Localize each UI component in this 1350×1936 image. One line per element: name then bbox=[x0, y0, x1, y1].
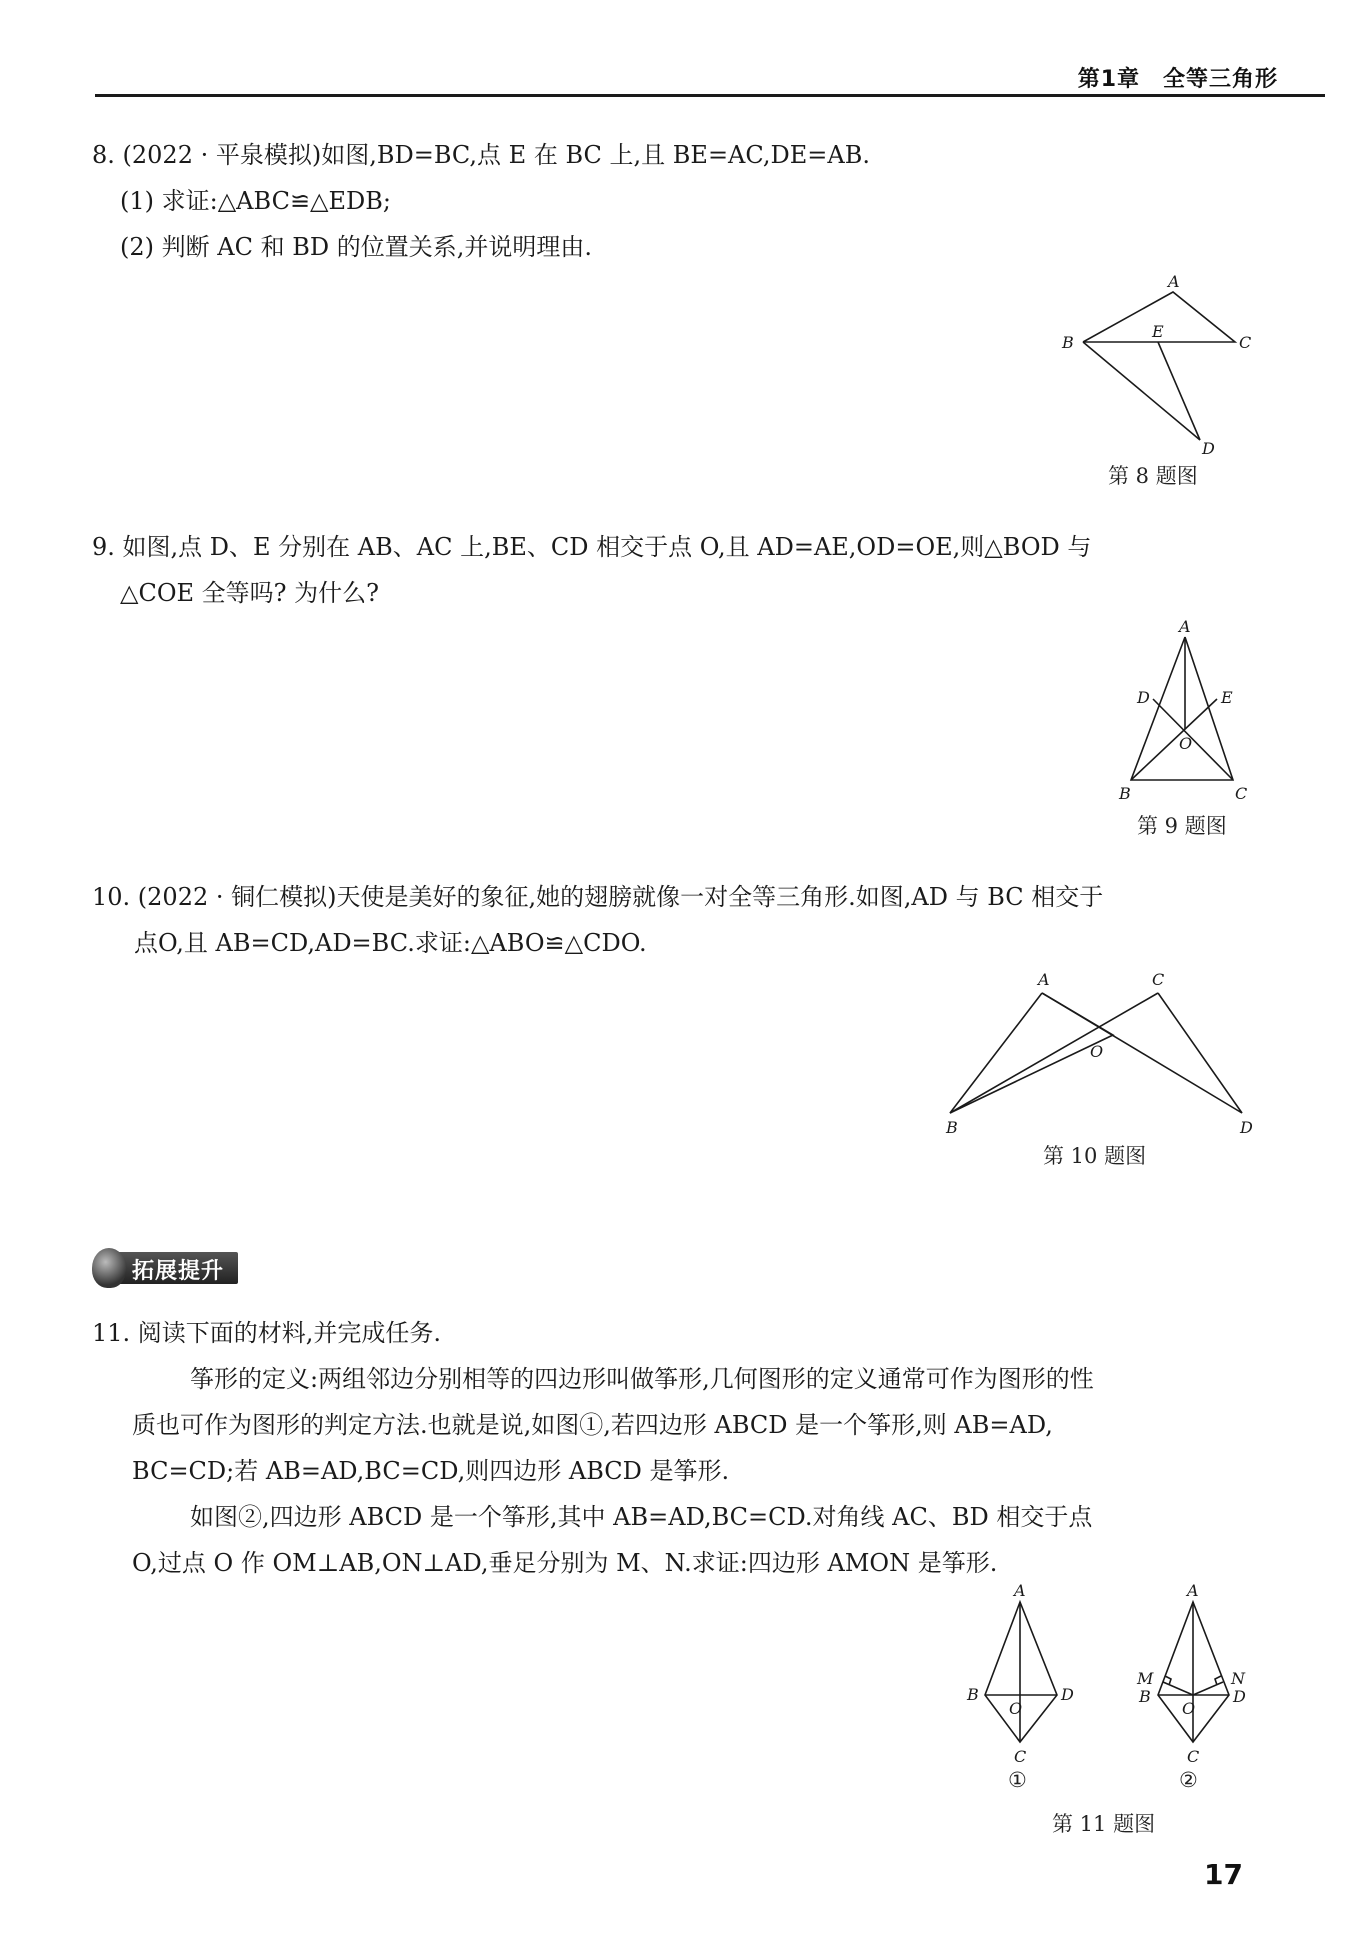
question-9-stem: 9. 如图,点 D、E 分别在 AB、AC 上,BE、CD 相交于点 O,且 AD=AE,OD=OE,则△BOD 与 bbox=[92, 533, 1092, 561]
q11-fig1-label-c: C bbox=[1014, 1747, 1027, 1766]
question-11-para-2-line-2: O,过点 O 作 OM⊥AB,ON⊥AD,垂足分别为 M、N.求证:四边形 AMON 是筝形. bbox=[132, 1549, 998, 1577]
q11-fig2-segment-om bbox=[1163, 1682, 1193, 1695]
q8-segment-bd bbox=[1083, 342, 1200, 440]
q8-segment-ed bbox=[1158, 342, 1200, 440]
q9-segment-cd bbox=[1153, 699, 1233, 780]
q11-fig2-label-m: M bbox=[1137, 1669, 1154, 1688]
question-10-figure bbox=[930, 965, 1260, 1140]
q11-fig2-label-o: O bbox=[1182, 1699, 1196, 1718]
section-badge-extension bbox=[92, 1248, 242, 1288]
question-11-para-2-line-1: 如图②,四边形 ABCD 是一个筝形,其中 AB=AD,BC=CD.对角线 AC、BD 相交于点 bbox=[190, 1503, 1093, 1531]
q11-fig1-label-o: O bbox=[1009, 1699, 1023, 1718]
question-11-stem: 11. 阅读下面的材料,并完成任务. bbox=[92, 1319, 442, 1347]
q8-label-c: C bbox=[1239, 333, 1252, 352]
question-8-caption: 第 8 题图 bbox=[1108, 464, 1198, 488]
q9-label-d: D bbox=[1137, 688, 1150, 707]
q9-segment-be bbox=[1131, 699, 1217, 780]
question-11-figure-2 bbox=[1125, 1580, 1265, 1780]
q9-label-e: E bbox=[1221, 688, 1233, 707]
q8-label-e: E bbox=[1152, 322, 1164, 341]
q11-fig2-label-c: C bbox=[1187, 1747, 1200, 1766]
question-11-para-1-line-3: BC=CD;若 AB=AD,BC=CD,则四边形 ABCD 是筝形. bbox=[132, 1457, 730, 1485]
q8-label-b: B bbox=[1062, 333, 1074, 352]
q10-triangle-abo bbox=[950, 993, 1113, 1113]
q11-fig2-label-n: N bbox=[1231, 1669, 1245, 1688]
question-9-figure bbox=[1105, 615, 1255, 810]
header-rule bbox=[95, 94, 1325, 97]
q10-label-b: B bbox=[946, 1118, 958, 1137]
q9-label-c: C bbox=[1235, 784, 1248, 803]
q11-fig1-label-a: A bbox=[1014, 1581, 1026, 1600]
question-8-stem: 8. (2022 · 平泉模拟)如图,BD=BC,点 E 在 BC 上,且 BE=AC,DE=AB. bbox=[92, 141, 870, 169]
question-8-part-2: (2) 判断 AC 和 BD 的位置关系,并说明理由. bbox=[120, 233, 592, 261]
question-11-para-1-line-2: 质也可作为图形的判定方法.也就是说,如图①,若四边形 ABCD 是一个筝形,则 AB=AD, bbox=[132, 1411, 1053, 1439]
question-11-figure-1-mark: ① bbox=[1008, 1768, 1027, 1792]
q10-triangle-cdo bbox=[1042, 993, 1242, 1113]
q9-label-a: A bbox=[1179, 617, 1191, 636]
question-10-caption: 第 10 题图 bbox=[1043, 1144, 1147, 1168]
question-11-para-1-line-1: 筝形的定义:两组邻边分别相等的四边形叫做筝形,几何图形的定义通常可作为图形的性 bbox=[190, 1365, 1094, 1393]
q10-label-o: O bbox=[1090, 1042, 1104, 1061]
q11-fig1-label-d: D bbox=[1061, 1685, 1074, 1704]
question-10-stem-line-2: 点O,且 AB=CD,AD=BC.求证:△ABO≌△CDO. bbox=[134, 929, 647, 957]
q8-label-a: A bbox=[1168, 272, 1180, 291]
question-9-caption: 第 9 题图 bbox=[1137, 814, 1227, 838]
lightbulb-icon bbox=[92, 1248, 126, 1288]
q10-label-a: A bbox=[1038, 970, 1050, 989]
q11-fig1-label-b: B bbox=[967, 1685, 979, 1704]
q11-fig2-label-d: D bbox=[1233, 1687, 1246, 1706]
page-number: 17 bbox=[1204, 1858, 1243, 1891]
q11-fig2-segment-on bbox=[1193, 1682, 1223, 1695]
question-11-caption: 第 11 题图 bbox=[1052, 1812, 1156, 1836]
question-11-figure-2-mark: ② bbox=[1179, 1768, 1198, 1792]
question-8-part-1: (1) 求证:△ABC≌△EDB; bbox=[120, 187, 391, 215]
chapter-header-title: 第1章 全等三角形 bbox=[1077, 67, 1278, 92]
q10-label-c: C bbox=[1152, 970, 1165, 989]
q8-label-d: D bbox=[1202, 439, 1215, 458]
q10-segment-bc bbox=[950, 993, 1158, 1113]
question-11-figure-1 bbox=[955, 1580, 1085, 1780]
q9-label-b: B bbox=[1119, 784, 1131, 803]
question-9-stem-line-2: △COE 全等吗? 为什么? bbox=[120, 579, 380, 607]
q10-label-d: D bbox=[1240, 1118, 1253, 1137]
q11-fig1-kite bbox=[985, 1602, 1057, 1742]
q9-triangle-abc bbox=[1131, 637, 1233, 780]
question-10-stem: 10. (2022 · 铜仁模拟)天使是美好的象征,她的翅膀就像一对全等三角形.如图,AD 与 BC 相交于 bbox=[92, 883, 1104, 911]
section-badge-label: 拓展提升 bbox=[132, 1259, 225, 1284]
question-8-figure bbox=[1050, 270, 1260, 460]
q11-fig2-label-b: B bbox=[1139, 1687, 1151, 1706]
q11-fig2-label-a: A bbox=[1187, 1581, 1199, 1600]
q9-label-o: O bbox=[1179, 734, 1193, 753]
